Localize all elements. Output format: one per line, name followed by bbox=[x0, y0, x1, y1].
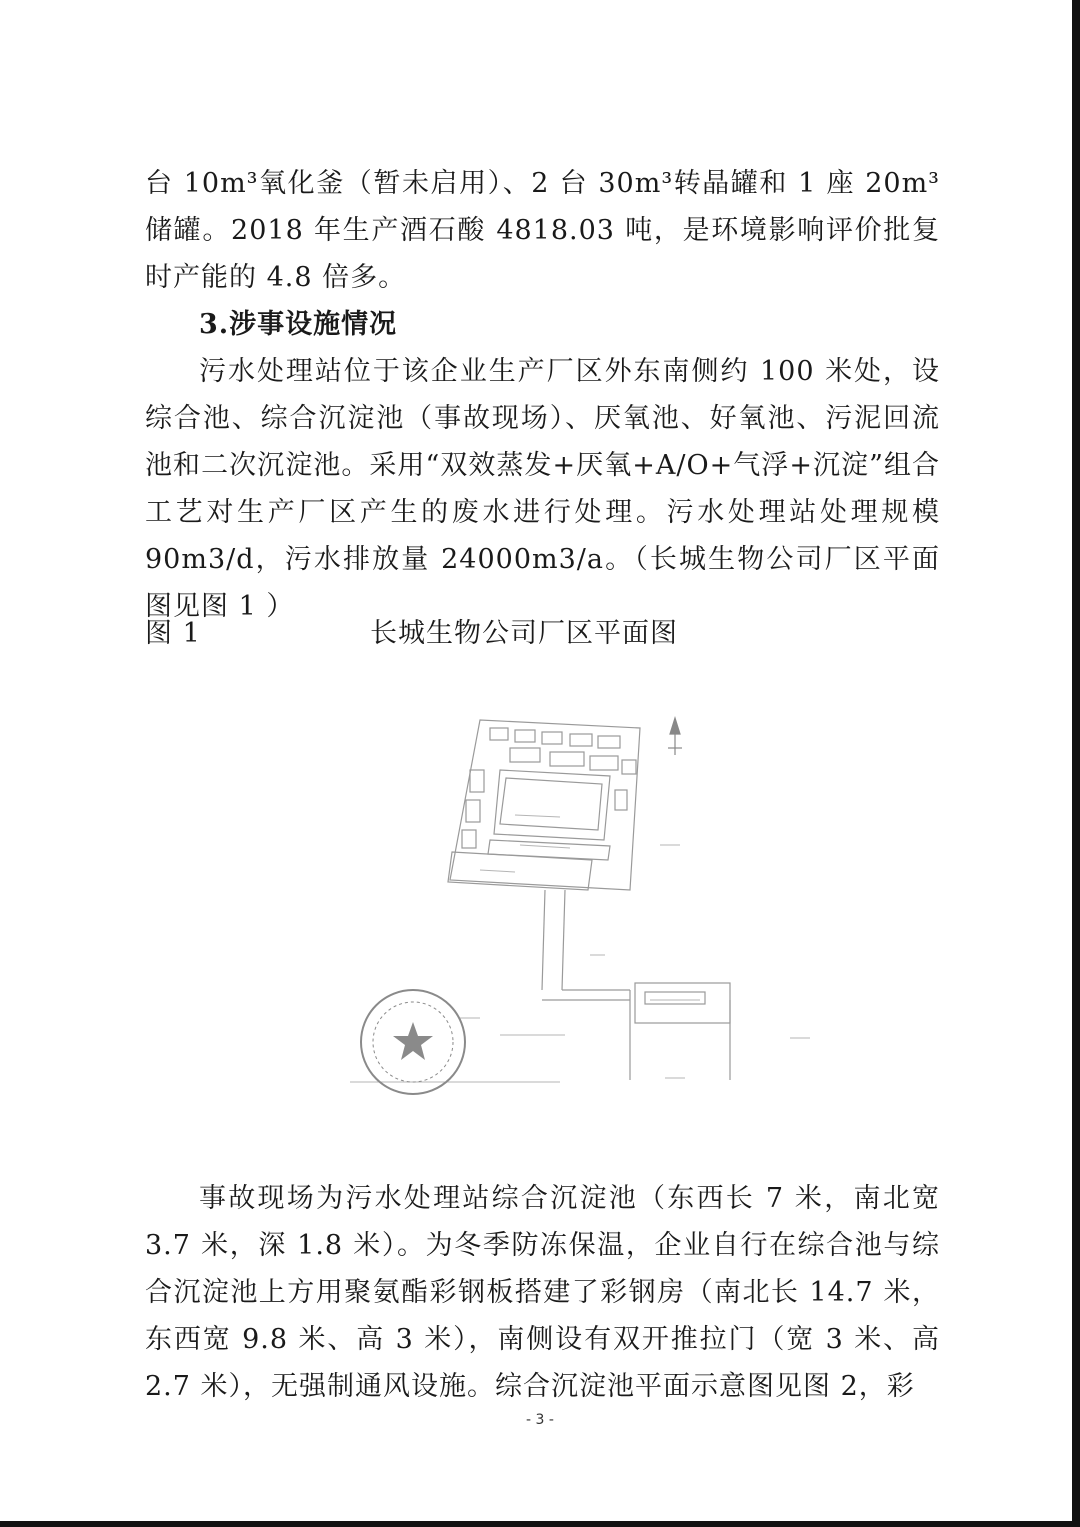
paragraph: 污水处理站位于该企业生产厂区外东南侧约 100 米处，设综合池、综合沉淀池（事故现场）、厌氧池、好氧池、污泥回流池和二次沉淀池。采用“双效蒸发+厌氧+A/O+气浮+沉淀”组合工艺对生产厂区产生的废水进行处理。污水处理站处理规模 90m3/d，污水排放量 24000m3/a。（长城生物公司厂区平面图见图 1 ） bbox=[145, 356, 940, 622]
official-seal bbox=[361, 990, 465, 1094]
site-plan-figure bbox=[330, 700, 850, 1100]
site-plan-drawing bbox=[330, 700, 850, 1100]
text-block-top bbox=[145, 160, 940, 630]
page-number: - 3 - bbox=[526, 1412, 554, 1428]
text-block-bottom bbox=[145, 1175, 940, 1410]
figure-number: 图 1 bbox=[145, 618, 201, 649]
north-arrow-icon bbox=[668, 718, 682, 755]
wastewater-station bbox=[635, 983, 730, 1023]
figure-title: 长城生物公司厂区平面图 bbox=[370, 618, 678, 649]
paragraph: 台 10m³氧化釜（暂未启用）、2 台 30m³转晶罐和 1 座 20m³储罐。2018 年生产酒石酸 4818.03 吨，是环境影响评价批复时产能的 4.8 倍多。 bbox=[145, 168, 940, 293]
section-heading: 3.涉事设施情况 bbox=[199, 309, 398, 340]
paragraph: 事故现场为污水处理站综合沉淀池（东西长 7 米，南北宽 3.7 米，深 1.8 米）。为冬季防冻保温，企业自行在综合池与综合沉淀池上方用聚氨酯彩钢板搭建了彩钢房（南北长 14.7 米，东西宽 9.8 米、高 3 米），南侧设有双开推拉门（宽 3 米、高 2.7 米），无强制通风设施。综合沉淀池平面示意图见图 2，彩 bbox=[145, 1183, 940, 1402]
plant-outline bbox=[450, 720, 640, 890]
